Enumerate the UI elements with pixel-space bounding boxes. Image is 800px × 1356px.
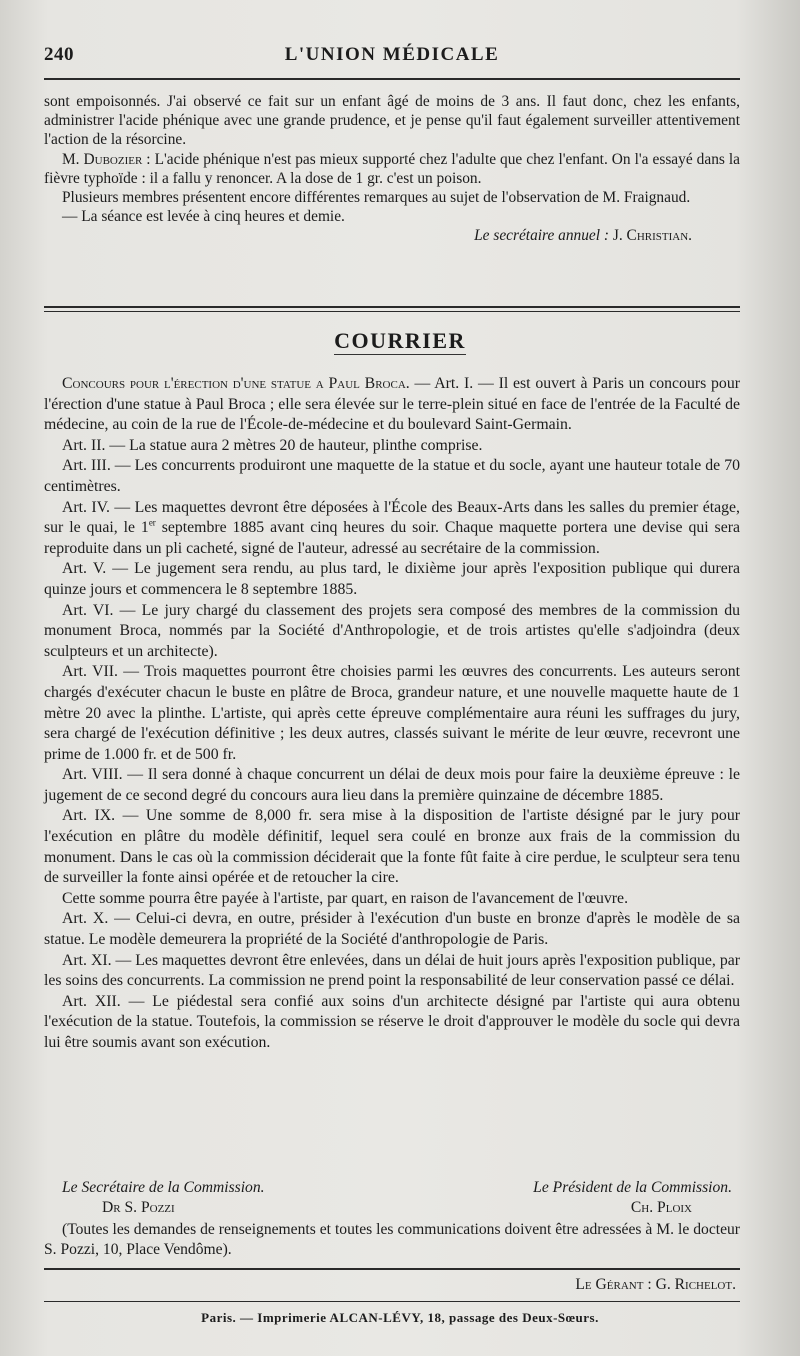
- article-paragraph: Art. II. — La statue aura 2 mètres 20 de hauteur, plinthe comprise.: [62, 436, 483, 454]
- president-role: Le Président de la Commission.: [533, 1179, 732, 1196]
- secretary-role: Le Secrétaire de la Commission.: [62, 1179, 265, 1196]
- journal-title: L'UNION MÉDICALE: [284, 44, 500, 65]
- article-paragraph: Art. XI. — Les maquettes devront être enlevées, dans un délai de huit jours après l'exposition publique, par les soins des concurrents. La commission ne prend point la responsabilité de leur conservation passé ce délai.: [44, 951, 740, 990]
- article-paragraph: [44, 498, 740, 560]
- printer-rule: [44, 1301, 740, 1302]
- section-rule-top: [44, 306, 740, 308]
- printer-line: Paris. — Imprimerie ALCAN-LÉVY, 18, passage des Deux-Sœurs.: [201, 1310, 599, 1325]
- article-text: Art. IV. — Les maquettes devront être déposées à l'École des Beaux-Arts dans les salles du premier étage, sur le quai, le 1: [44, 498, 740, 537]
- article-text: — Art. I. — Il est ouvert à Paris un concours pour l'érection d'une statue à Paul Broca ; elle sera élevée sur le terre-plein situé en face de l'entrée de la Faculté de médecine, au coin de la rue de l'École-de-médecine et du boulevard Saint-Germain.: [44, 375, 740, 434]
- article-paragraph: Art. III. — Les concurrents produiront une maquette de la statue et du socle, ayant une hauteur totale de 70 centimètres.: [44, 457, 740, 495]
- article-paragraph: Art. VI. — Le jury chargé du classement des projets sera composé des membres de la commission du monument Broca, nommés par la Société d'Anthropologie, et de trois artistes qu'elle s'adjoindra (deux sculpteurs et un architecte).: [44, 601, 740, 660]
- article-text: septembre 1885 avant cinq heures du soir. Chaque maquette portera une devise qui sera reproduite dans un pli cacheté, signé de l'auteur, adressé au secrétaire de la commission.: [44, 519, 740, 557]
- signature-roles: [44, 1178, 740, 1198]
- seance-paragraph: Plusieurs membres présentent encore différentes remarques au sujet de l'observation de M. Fraignaud.: [62, 189, 691, 207]
- speaker-name: M. Dubozier :: [62, 150, 151, 168]
- secretary-name: Dr S. Pozzi: [102, 1199, 175, 1216]
- contest-heading: Concours pour l'érection d'une statue a Paul Broca.: [62, 375, 410, 392]
- header-rule: [44, 78, 740, 80]
- superscript: er: [148, 517, 156, 528]
- article-paragraph: Art. V. — Le jugement sera rendu, au plus tard, le dixième jour après l'exposition publique qui durera quinze jours et commencera le 8 septembre 1885.: [44, 560, 740, 598]
- signature-role: Le secrétaire annuel :: [474, 227, 610, 245]
- commission-signatures: [44, 1178, 740, 1260]
- contact-note: (Toutes les demandes de renseignements et toutes les communications doivent être adressées à M. le docteur S. Pozzi, 10, Place Vendôme).: [44, 1221, 740, 1258]
- article-paragraph: Art. VII. — Trois maquettes pourront être choisies parmi les œuvres des concurrents. Les auteurs seront chargés d'exécuter chacun le buste en plâtre de Broca, grandeur nature, et une nouvelle maquette haute de 1 mètre 20 avec la plinthe. L'artiste, qui après cette épreuve complémentaire aura réuni les suffrages du jury, sera chargé de l'exécution définitive ; les deux autres, classés suivant le mérite de leur œuvre, recevront une prime de 1.000 fr. et de 500 fr.: [44, 663, 740, 763]
- gerant-signature: Le Gérant : G. Richelot.: [575, 1276, 736, 1293]
- section-title: [0, 328, 800, 354]
- speaker-text: L'acide phénique n'est pas mieux supporté chez l'adulte que chez l'enfant. On l'a essayé dans la fièvre typhoïde : il a fallu y renoncer. A la dose de 1 gr. c'est un poison.: [44, 150, 740, 187]
- article-paragraph: Art. X. — Celui-ci devra, en outre, présider à l'exécution d'un buste en bronze d'après le modèle de sa statue. Le modèle demeurera la propriété de la Société d'anthropologie de Paris.: [44, 910, 740, 949]
- footer-rule: [44, 1268, 740, 1270]
- article-paragraph: Art. VIII. — Il sera donné à chaque concurrent un délai de deux mois pour faire la deuxième épreuve : le jugement de ce second degré du concours aura lieu dans la première quinzaine de décembre 1885.: [44, 766, 740, 804]
- seance-paragraph: [44, 150, 740, 188]
- president-name: Ch. Ploix: [630, 1199, 692, 1216]
- article-paragraph: Art. IX. — Une somme de 8,000 fr. sera mise à la disposition de l'artiste désigné par le jury pour l'exécution en plâtre du modèle définitif, lequel sera coulé en bronze aux frais de la commission du monument. Dans le cas où la commission déciderait que la fonte fût faite à cire perdue, le sculpteur sera tenu de surveiller la fonte ainsi opérée et de retoucher la cire.: [44, 807, 740, 887]
- courrier-text: [44, 374, 740, 1054]
- signature-name: J. Christian.: [609, 227, 692, 245]
- seance-signature: [44, 226, 740, 245]
- seance-paragraph: sont empoisonnés. J'ai observé ce fait sur un enfant âgé de moins de 3 ans. Il faut donc, chez les enfants, administrer l'acide phénique avec une grande prudence, et je pense qu'il faut également surveiller attentivement l'action de la résorcine.: [44, 93, 740, 149]
- page-number: 240: [44, 44, 74, 65]
- article-paragraph: Art. XII. — Le piédestal sera confié aux soins d'un architecte désigné par l'artiste qui aura obtenu l'exécution de la statue. Toutefois, la commission se réserve le droit d'approuver le modèle du socle qui devra lui être soumis avant son exécution.: [44, 992, 740, 1051]
- signature-names: [44, 1198, 740, 1218]
- seance-closing: — La séance est levée à cinq heures et demie.: [62, 208, 345, 226]
- article-paragraph: Cette somme pourra être payée à l'artiste, par quart, en raison de l'avancement de l'œuvre.: [62, 889, 629, 907]
- seance-text: [44, 92, 740, 246]
- article-paragraph: [44, 374, 740, 436]
- page-header: [44, 44, 740, 74]
- section-rule-thin: [44, 311, 740, 312]
- section-title-text: COURRIER: [334, 328, 466, 353]
